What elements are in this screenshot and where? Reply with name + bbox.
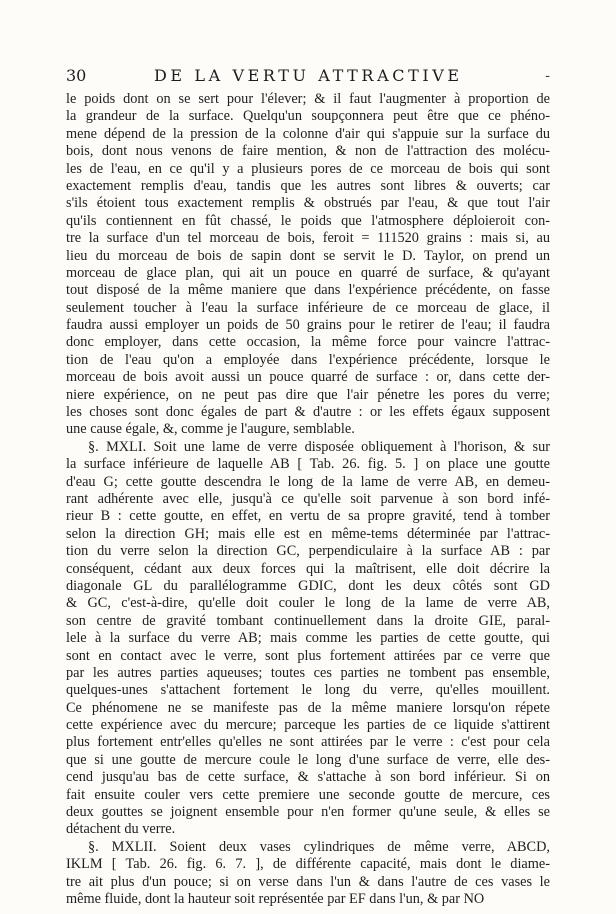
text-line: §. MXLII. Soient deux vases cylindriques de même verre, ABCD, — [88, 838, 550, 855]
text-line: fait ensuite couler vers cette premiere une seconde goutte de mercure, ces — [66, 786, 550, 803]
text-line: son centre de gravité tombant continuellement dans la droite GIE, paral- — [66, 612, 550, 629]
body-text — [66, 91, 550, 908]
text-line: conséquent, cédant aux deux forces qui la maîtrisent, elle doit décrire la — [66, 560, 550, 577]
text-line: qu'ils contiennent en fût chassé, le poids que l'atmosphere déploieroit con- — [66, 212, 550, 229]
page-number: 30 — [66, 66, 87, 85]
text-line: les de l'eau, en ce qu'il y a plusieurs pores de ce morceau de bois qui sont — [66, 160, 550, 177]
text-line: que si une goutte de mercure coule le long d'une surface de verre, elle des- — [66, 751, 550, 768]
text-line: tre la surface d'un tel morceau de bois, feroit = 111520 grains : mais si, au — [66, 230, 550, 247]
page-header — [66, 66, 550, 92]
text-line: les choses sont donc égales de part & d'autre : or les effets égaux supposent — [66, 404, 550, 421]
text-line: seulement toucher à l'eau la surface inférieure de ce morceau de glace, il — [66, 299, 550, 316]
text-line: cend jusqu'au bas de cette surface, & s'attache à son bord inférieur. Si on — [66, 769, 550, 786]
text-line: plus fortement entr'elles qu'elles ne sont attirées par le verre : c'est pour cela — [66, 734, 550, 751]
text-line: cette expérience avec du mercure; parceque les parties de ce liquide s'attirent — [66, 717, 550, 734]
text-line: rant adhérente avec elle, jusqu'à ce qu'elle soit parvenue à son bord infé- — [66, 490, 550, 507]
text-line: mene dépend de la pression de la colonne d'air qui s'appuie sur la surface du — [66, 125, 550, 142]
text-line: tion du verre selon la direction GC, perpendiculaire à la surface AB : par — [66, 543, 550, 560]
text-line: selon la direction GH; mais elle est en même-tems déterminée par l'attrac- — [66, 525, 550, 542]
running-title: DE LA VERTU ATTRACTIVE — [154, 66, 463, 85]
text-line: bois, dont nous venons de faire mention, & non de l'attraction des molécu- — [66, 143, 550, 160]
text-line: & GC, c'est-à-dire, qu'elle doit couler le long de la lame de verre AB, — [66, 595, 550, 612]
text-line: diagonale GL du parallélogramme GDIC, dont les deux côtés sont GD — [66, 577, 550, 594]
text-line: lieu du morceau de bois de sapin dont se servit le D. Taylor, on prend un — [66, 247, 550, 264]
text-line: §. MXLI. Soit une lame de verre disposée obliquement à l'horison, & sur — [88, 438, 550, 455]
text-line: d'eau G; cette goutte descendra le long de la lame de verre AB, en demeu- — [66, 473, 550, 490]
text-line: tre ait plus d'un pouce; si on verse dans l'un & dans l'autre de ces vases le — [66, 873, 550, 890]
text-line: Ce phénomene ne se manifeste pas de la même maniere lorsqu'on répete — [66, 699, 550, 716]
text-line: la grandeur de la surface. Quelqu'un soupçonnera peut être que ce phéno- — [66, 108, 550, 125]
text-line: morceau de bois avoit aussi un pouce quarré de surface : or, dans cette der- — [66, 369, 550, 386]
text-line: morceau de glace plan, qui ait un pouce en quarré de surface, & qu'ayant — [66, 264, 550, 281]
text-line: quelques-unes s'attachent fortement le long du verre, qu'elles mouillent. — [66, 682, 550, 699]
text-line: niere expérience, on ne peut pas dire que l'air pénetre les pores du verre; — [66, 386, 550, 403]
text-line: par les autres parties aqueuses; toutes ces parties ne tombent pas ensemble, — [66, 664, 550, 681]
text-line: une cause égale, &, comme je l'augure, semblable. — [66, 421, 355, 438]
text-line: IKLM [ Tab. 26. fig. 6. 7. ], de différente capacité, mais dont le diame- — [66, 856, 550, 873]
text-line: la surface inférieure de laquelle AB [ Tab. 26. fig. 5. ] on place une goutte — [66, 456, 550, 473]
text-line: le poids dont on se sert pour l'élever; & il faut l'augmenter à proportion de — [66, 91, 550, 107]
header-mark: - — [545, 68, 550, 84]
text-line: rieur B : cette goutte, en effet, en vertu de sa propre gravité, tend à tomber — [66, 508, 550, 525]
text-line: deux gouttes se joignent ensemble pour n'en former qu'une seule, & elles se — [66, 804, 550, 821]
text-line: sont en contact avec le verre, sont plus fortement attirées par ce verre que — [66, 647, 550, 664]
text-line: lele à la surface du verre AB; mais comme les parties de cette goutte, qui — [66, 630, 550, 647]
text-line: faudra aussi employer un poids de 50 grains pour le retirer de l'eau; il faudra — [66, 317, 550, 334]
text-line: tion de l'eau qu'on a employée dans l'expérience précédente, lorsque le — [66, 351, 550, 368]
text-line: détachent du verre. — [66, 821, 176, 838]
text-line: exactement remplis d'eau, tandis que les autres sont libres & ouverts; car — [66, 177, 550, 194]
text-line: même fluide, dont la hauteur soit représentée par EF dans l'un, & par NO — [66, 890, 485, 907]
text-line: s'ils étoient tous exactement remplis & obstrués par l'eau, & que tout l'air — [66, 195, 550, 212]
text-line: donc employer, dans cette occasion, la même force pour vaincre l'attrac- — [66, 334, 550, 351]
text-line: tout disposé de la même maniere que dans l'expérience précédente, on fasse — [66, 282, 550, 299]
